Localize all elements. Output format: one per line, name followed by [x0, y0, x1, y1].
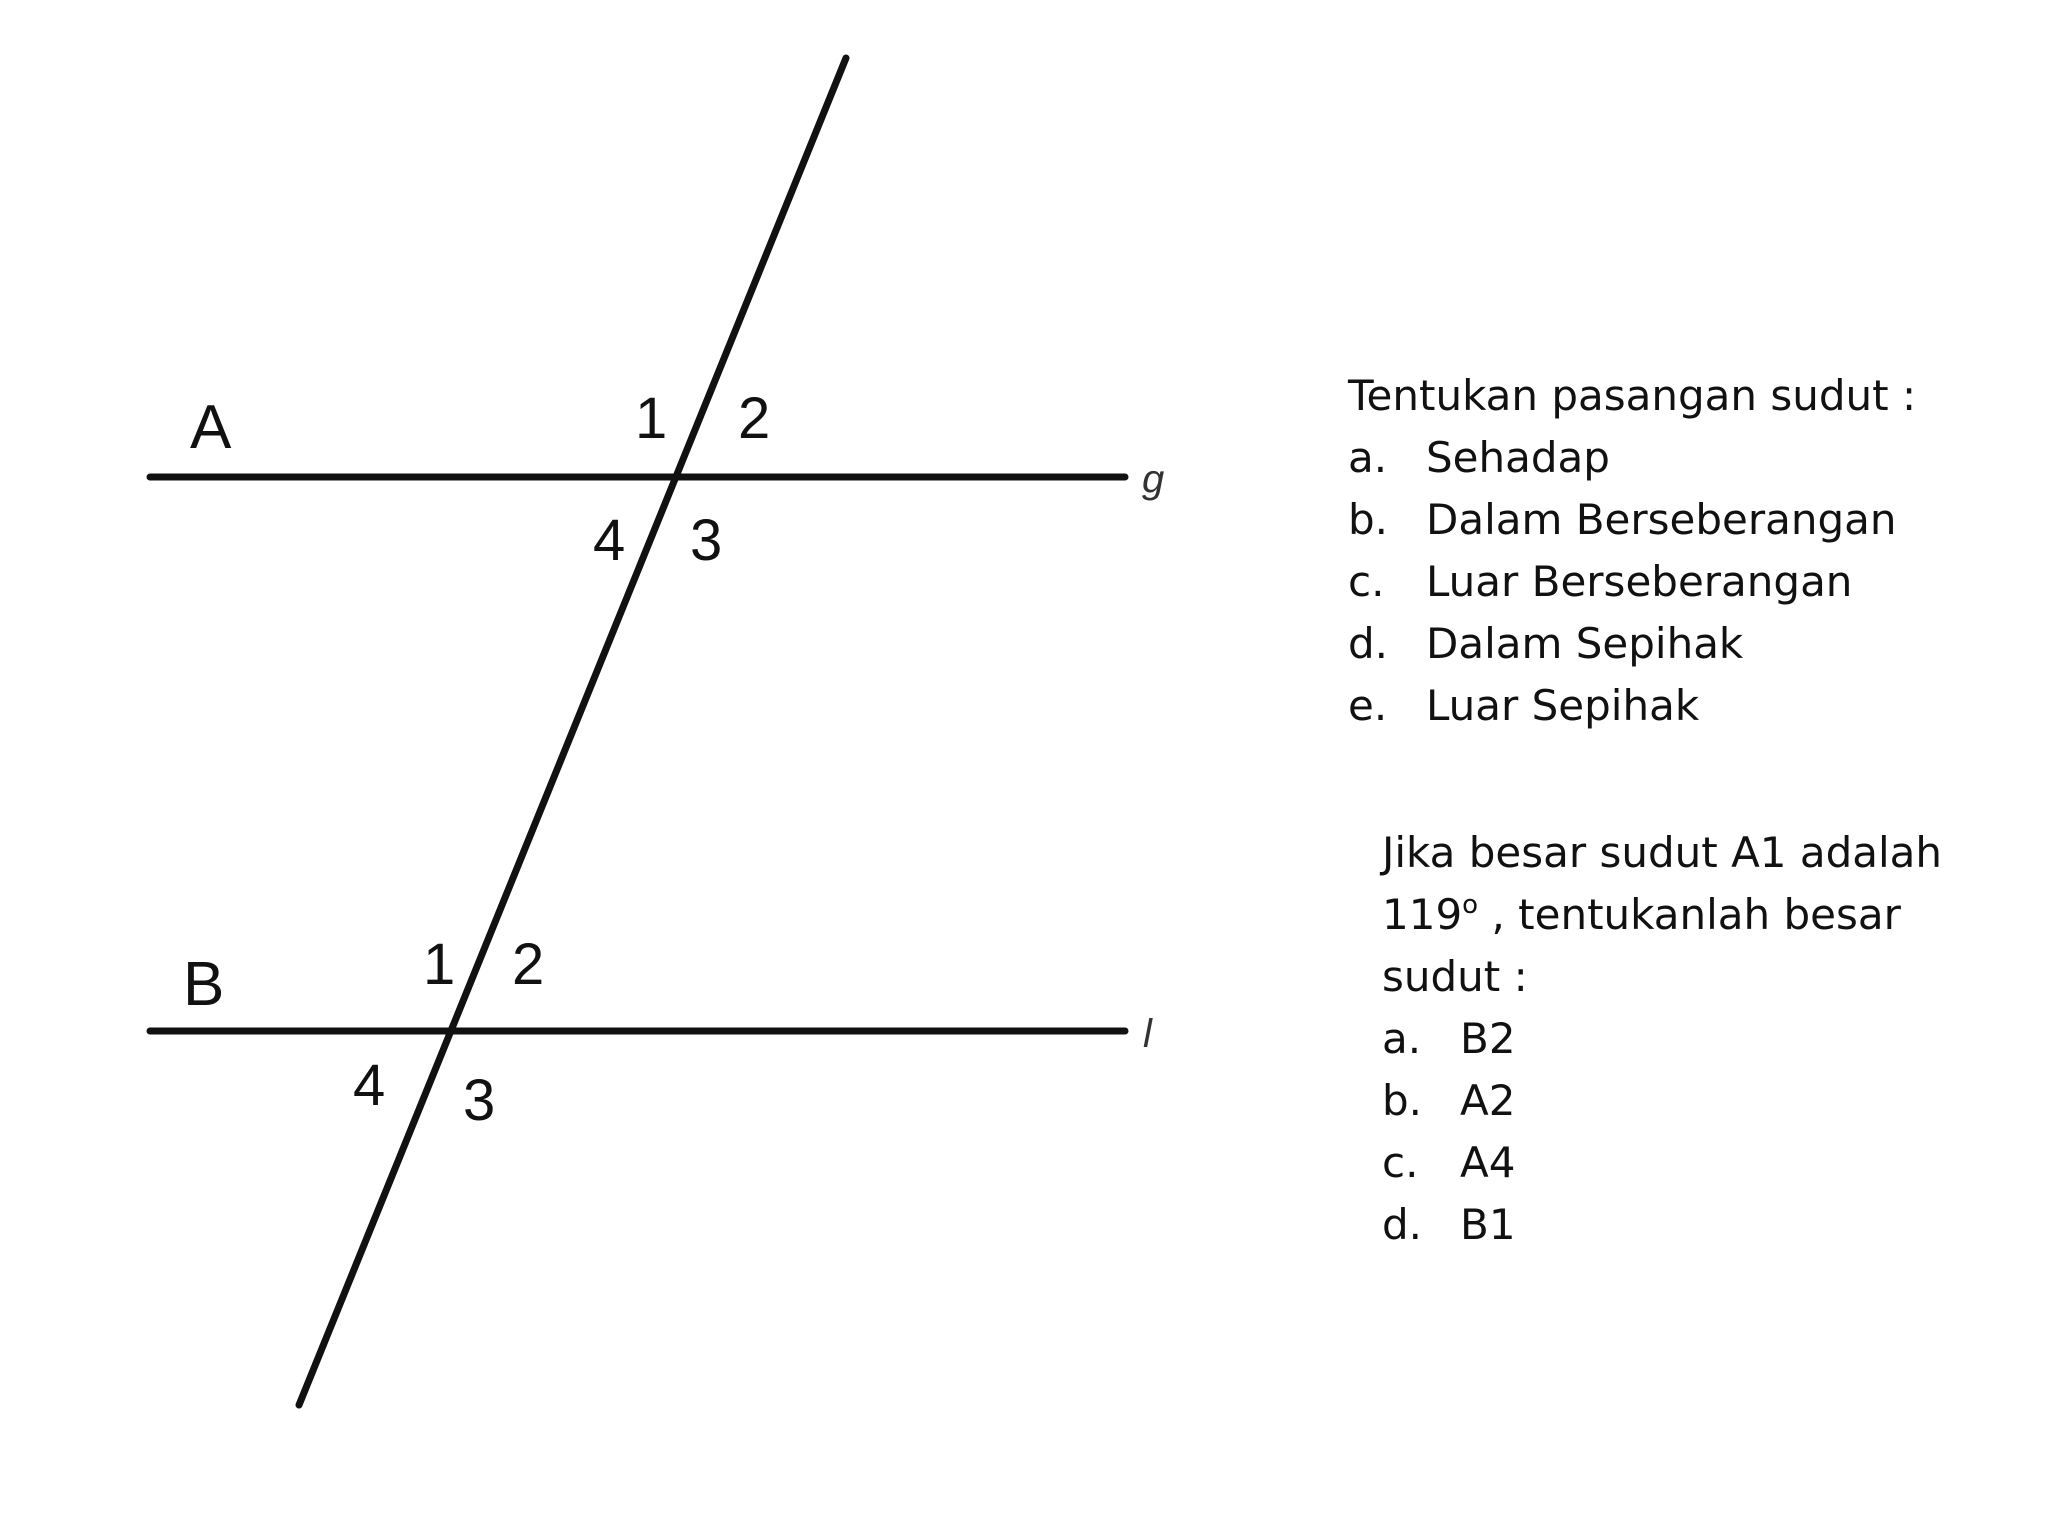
- option-letter: c.: [1348, 557, 1385, 606]
- angle-B2-label: 2: [512, 932, 545, 997]
- option-letter: b.: [1348, 495, 1389, 544]
- question-2-option: [1382, 1008, 2022, 1070]
- angle-A4-label: 4: [593, 508, 626, 573]
- option-text: Dalam Sepihak: [1426, 619, 1744, 668]
- question-2-heading-part1: Jika besar sudut A1 adalah 119: [1382, 828, 1943, 939]
- question-1-heading: Tentukan pasangan sudut :: [1348, 371, 1917, 420]
- angle-B1-label: 1: [423, 932, 456, 997]
- question-1: [1348, 365, 1988, 737]
- option-letter: d.: [1382, 1200, 1423, 1249]
- option-letter: d.: [1348, 619, 1389, 668]
- question-2-heading: [1382, 822, 1982, 1008]
- degree-mark: o: [1462, 890, 1479, 920]
- question-2: [1382, 822, 2022, 1256]
- question-2-heading-part2: , tentukanlah besar sudut :: [1382, 890, 1901, 1001]
- option-text: Dalam Berseberangan: [1426, 495, 1897, 544]
- question-1-option: [1348, 427, 1988, 489]
- option-letter: e.: [1348, 681, 1388, 730]
- question-1-option: [1348, 613, 1988, 675]
- angle-B4-label: 4: [353, 1053, 386, 1118]
- question-2-options: [1382, 1008, 2022, 1256]
- question-2-option: [1382, 1194, 2022, 1256]
- transversal-line: [299, 58, 846, 1405]
- label-A: A: [190, 393, 232, 462]
- question-1-option: [1348, 551, 1988, 613]
- angle-A2-label: 2: [738, 386, 771, 451]
- question-1-option: [1348, 489, 1988, 551]
- option-text: B1: [1460, 1200, 1516, 1249]
- question-2-option: [1382, 1070, 2022, 1132]
- option-text: A2: [1460, 1076, 1516, 1125]
- question-1-options: [1348, 427, 1988, 737]
- option-text: A4: [1460, 1138, 1516, 1187]
- option-text: Luar Sepihak: [1426, 681, 1700, 730]
- label-line-g: g: [1142, 457, 1165, 501]
- option-letter: a.: [1348, 433, 1388, 482]
- question-1-option: [1348, 675, 1988, 737]
- option-letter: a.: [1382, 1014, 1422, 1063]
- option-letter: c.: [1382, 1138, 1419, 1187]
- option-text: B2: [1460, 1014, 1516, 1063]
- option-letter: b.: [1382, 1076, 1423, 1125]
- option-text: Sehadap: [1426, 433, 1610, 482]
- angle-A1-label: 1: [635, 386, 668, 451]
- label-line-l: l: [1143, 1012, 1152, 1056]
- angle-B3-label: 3: [463, 1068, 496, 1133]
- label-B: B: [183, 950, 225, 1019]
- angle-A3-label: 3: [690, 508, 723, 573]
- option-text: Luar Berseberangan: [1426, 557, 1853, 606]
- question-2-option: [1382, 1132, 2022, 1194]
